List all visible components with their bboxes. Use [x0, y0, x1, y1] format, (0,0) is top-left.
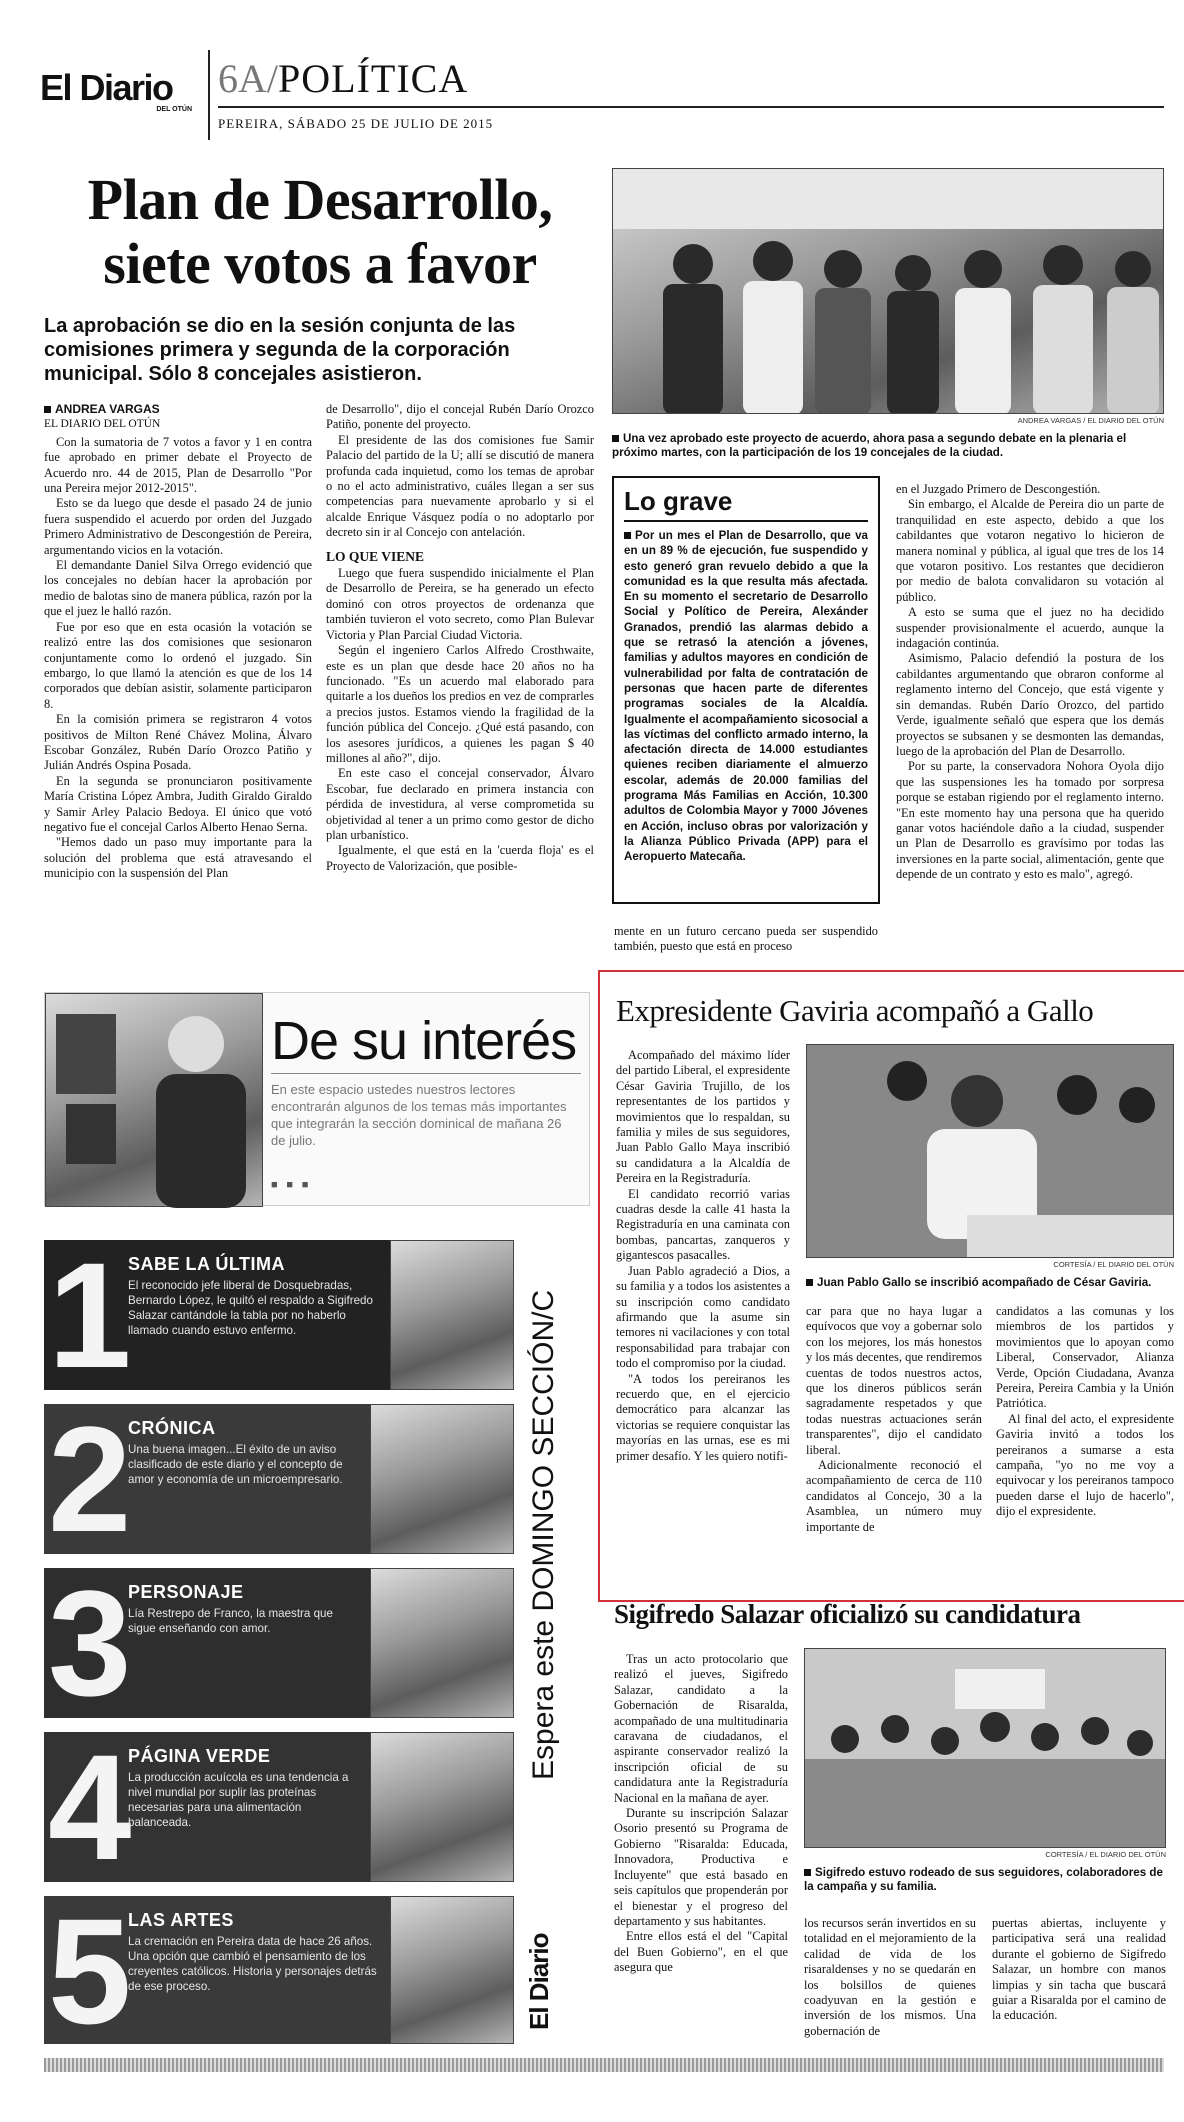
crowd-photo-icon: [805, 1649, 1166, 1848]
page-number: 6A/: [218, 56, 278, 101]
salazar-paragraph: puertas abiertas, incluyente y participativa será una realidad durante el gobierno de Sigifredo Salazar, un hombre con manos limpias y sin tacha que buscará guiar a Risaralda por el camino de la educación.: [992, 1916, 1166, 2023]
gaviria-column-2: [806, 1304, 982, 1535]
lead-column-3-continuation: [614, 924, 878, 955]
promo-dots: ■ ■ ■: [271, 1179, 312, 1191]
lead-paragraph: Con la sumatoria de 7 votos a favor y 1 en contra fue aprobado en primer debate el Proyecto de Acuerdo nro. 44 de 2015, Plan de Desarrollo "Por una Pereira mejor 2012-2015".: [44, 434, 312, 496]
promo-vertical-text-a: Espera este: [527, 1611, 560, 1780]
byline-author: ANDREA VARGAS: [55, 402, 160, 416]
salazar-photo-credit: CORTESÍA / EL DIARIO DEL OTÚN: [1045, 1850, 1166, 1859]
lead-paragraph: mente en un futuro cercano pueda ser suspendido también, puesto que está en proceso: [614, 924, 878, 954]
promo-item-heading: SABE LA ÚLTIMA: [128, 1254, 285, 1274]
lead-paragraph: En la comisión primera se registraron 4 votos positivos de Milton René Chávez Molina, Álvaro Escobar González, Rubén Darío Orozco Patiño y Julián Andrés Ospina Posada.: [44, 712, 312, 773]
salazar-headline: Sigifredo Salazar oficializó su candidatura: [614, 1599, 1081, 1629]
salazar-column-1: [614, 1652, 788, 1976]
gaviria-photo-caption: [806, 1276, 1174, 1290]
lead-paragraph: Igualmente, el que está en la 'cuerda floja' es el Proyecto de Valorización, que posible-: [326, 843, 594, 873]
gaviria-headline: Expresidente Gaviria acompañó a Gallo: [616, 993, 1094, 1028]
masthead-rule: [218, 106, 1164, 108]
candidate-registration-photo-icon: [807, 1045, 1174, 1258]
promo-list: [44, 1231, 514, 2055]
salazar-photo-caption: [804, 1866, 1166, 1894]
promo-item-heading: LAS ARTES: [128, 1910, 234, 1930]
promo-vertical-text-b: DOMINGO SECCIÓN/C: [527, 1289, 560, 1612]
lead-column-4: [896, 482, 1164, 883]
salazar-photo: [804, 1648, 1166, 1848]
newspaper-logo: [40, 67, 200, 113]
gaviria-paragraph: candidatos a las comunas y los miembros de los partidos y movimientos que lo apoyan como Liberal, Conservador, Alianza Verde, Opción Ciudadana, Avanza Pereira, Pereira Cambia y la Unión Patriótica.: [996, 1304, 1174, 1411]
gaviria-paragraph: Acompañado del máximo líder del partido Liberal, el expresidente César Gaviria Trujillo, de los representantes de los partidos y movimientos que lo respaldan, su familia y miles de sus seguidores, Juan Pablo Gallo Maya inscribió su candidatura a la Alcaldía de Pereira en la Registraduría.: [616, 1048, 790, 1186]
masthead: [40, 50, 1164, 140]
lo-grave-title: Lo grave: [624, 486, 868, 522]
promo-item-4[interactable]: [44, 1723, 514, 1891]
lead-paragraph: Según el ingeniero Carlos Alfredo Crosthwaite, este es un plan que desde hace 20 años no ha funcionado. "Es un acuerdo mal elaborado para quitarle a los dueños los predios en vez de comprarles a precios justos. Estamos viendo la fragilidad de la función pública del Concejo. ¿Qué está pasando, con los asesores jurídicos, a quienes les pagan $ 40 millones al año?", dijo.: [326, 643, 594, 765]
lead-paragraph: El presidente de las dos comisiones fue Samir Palacio del partido de la U; allí se discutió de manera profunda cada inquietud, como los temas de aprobar o no el acto administrativo, cuáles llegan a ser sus competencias para nuevamente aprobarlo y si el alcalde Enrique Vásquez podía o no adoptarlo por decreto sin ir al Concejo con antelación.: [326, 432, 594, 540]
salazar-column-3: [992, 1916, 1166, 2024]
dateline: PEREIRA, SÁBADO 25 DE JULIO DE 2015: [218, 116, 494, 131]
caption-square-icon: [804, 1869, 811, 1876]
lead-deck: La aprobación se dio en la sesión conjunta de las comisiones primera y segunda de la corporación municipal. Sólo 8 concejales asistieron.: [44, 315, 516, 385]
promo-item-number: 4: [48, 1723, 132, 1891]
promo-item-text: Lía Restrepo de Franco, la maestra que sigue enseñando con amor.: [128, 1607, 333, 1635]
lead-subhead: LO QUE VIENE: [326, 548, 425, 564]
lead-paragraph: Por su parte, la conservadora Nohora Oyola dijo que las suspensiones les ha tomado por sorpresa porque se estaban rigiendo por el reglamento interno. "En este momento hay una persona que ha querido ganar votos haciéndole daño a la ciudad, suspender un Plan de Desarrollo es gravísimo por todas las inversiones en la parte social, alimentación, gente que depende de un contrato y esto es malo", agregó.: [896, 759, 1164, 882]
promo-item-text: El reconocido jefe liberal de Dosquebradas, Bernardo López, le quitó el respaldo a Sigifredo Salazar cantándole la tabla por no haberlo llamado cuando estuvo enfermo.: [128, 1279, 373, 1337]
portrait-photo-icon: [46, 994, 264, 1208]
lead-paragraph: Asimismo, Palacio defendió la postura de los cabildantes argumentando que obraron conforme al reglamento interno del Concejo, que está vigente y sin demandas. Rubén Darío Orozco, del partido Verde, igualmente señaló que espera que los demás proyectos se subsanen y se desmonten las demandas, luego de la aprobación del Plan de Desarrollo.: [896, 651, 1164, 758]
promo-item-number: 5: [48, 1887, 132, 2055]
promo-item-2[interactable]: [44, 1395, 514, 1563]
lo-grave-body: Por un mes el Plan de Desarrollo, que va en un 89 % de ejecución, fue suspendido y esto generó gran revuelo debido a que la comunidad es la que resulta más afectada. En su momento el secretario de Desarrollo Social y Político de Pereira, Alexánder Granados, prendió las alarmas debido a que se retrasó la atención a jóvenes, familias y adultos mayores en condición de vulnerabilidad por falta de contratación de personas que hacen parte de diferentes programas sociales de la Alcaldía. Igualmente el acompañamiento sicosocial a las víctimas del conflicto armado interno, la afectación directa de 14.000 estudiantes quienes reciben diariamente el almuerzo escolar, además de 20.000 familias del programa Más Familias en Acción, 10.300 adultos de Colombia Mayor y 7000 Jóvenes en Acción, incluso obras por valorización y la Alianza Público Privada (APP) para el Aeropuerto Matecaña.: [624, 529, 868, 864]
byline-outlet: EL DIARIO DEL OTÚN: [44, 418, 161, 431]
promo-item-number: 2: [48, 1395, 132, 1563]
salazar-paragraph: los recursos serán invertidos en su totalidad en el mejoramiento de la calidad de vida de los risaraldenses y no se quedarán en los bolsillos de quienes coadyuvan en la gestión e inversión de los mismos. Una gobernación de: [804, 1916, 976, 2038]
lead-paragraph: En este caso el concejal conservador, Álvaro Escobar, fue declarado en primera instancia con pérdida de investidura, al verse comprometida su objetividad al tener a un primo como gestor de dicho plan urbanístico.: [326, 766, 594, 842]
salazar-paragraph: Entre ellos está el del "Capital del Buen Gobierno", en el que asegura que: [614, 1929, 788, 1975]
lo-grave-box: [612, 476, 880, 904]
gaviria-story: [598, 970, 1184, 1602]
lead-paragraph: Fue por eso que en esta ocasión la votación se realizó entre las dos comisiones que sesionaron conjuntamente como lo ordenó el juzgado. Sin embargo, lo que llamó la atención es que de los 14 corporados que debían asistir, solamente participaron 8.: [44, 619, 312, 711]
lead-paragraph: Esto se da luego que desde el pasado 24 de junio fuera suspendido el acuerdo por orden del Juzgado Primero Administrativo de Descongestión de Pereira, argumentando vicios en la votación.: [44, 496, 312, 557]
salazar-photo-caption-text: Sigifredo estuvo rodeado de sus seguidores, colaboradores de la campaña y su familia.: [804, 1866, 1163, 1893]
promo-header-text: En este espacio ustedes nuestros lectores encontrarán algunos de los temas más importantes que integrarán la sección dominical de mañana 26 de julio.: [271, 1082, 567, 1148]
lo-grave-square-icon: [624, 532, 631, 539]
promo-item-text: Una buena imagen...El éxito de un aviso clasificado de este diario y el concepto de amor y economía de un microempresario.: [128, 1443, 343, 1486]
lead-column-2: [326, 402, 594, 874]
gaviria-column-1: [616, 1048, 790, 1464]
promo-vertical-banner: [522, 1240, 592, 2044]
promo-item-3[interactable]: [44, 1559, 514, 1727]
logo-text: El Diario: [40, 67, 173, 108]
lead-paragraph: Luego que fuera suspendido inicialmente el Plan de Desarrollo de Pereira, se ha generado un efecto dominó con otros proyectos de ordenanza que también tuvieron el voto secreto, como Plan Bulevar Victoria y Plan Parcial Ciudad Victoria.: [326, 566, 594, 642]
gaviria-paragraph: Al final del acto, el expresidente Gaviria invitó a todos los pereiranos a sumarse a esta campaña, "yo no me voy a equivocar y los pereiranos tampoco pueden darse el lujo de hacerlo", dijo el expresidente.: [996, 1411, 1174, 1519]
gaviria-paragraph: car para que no haya lugar a equívocos que voy a gobernar solo con los mejores, los más honestos y los más decentes, que rendiremos cuentas de todos nuestros actos, que los dineros públicos serán sagradamente respetados y que todas nuestras actuaciones serán transparentes", dijo el candidato liberal.: [806, 1304, 982, 1457]
page-bottom-rule: [44, 2058, 1164, 2072]
lead-paragraph: El demandante Daniel Silva Orrego evidenció que los concejales no debían hacer la aprobación por medio de balotas sino de manera pública, razón por la que el juez le halló razón.: [44, 558, 312, 619]
promo-header-rule: [271, 1073, 581, 1074]
gaviria-photo-credit: CORTESÍA / EL DIARIO DEL OTÚN: [1053, 1260, 1174, 1269]
salazar-paragraph: Durante su inscripción Salazar Osorio presentó su Programa de Gobierno "Risaralda: Educada, Innovadora, Productiva e Incluyente" que está basado en seis capítulos que propenderán por el bienestar y el progreso del departamento y sus habitantes.: [614, 1806, 788, 1928]
gaviria-column-3: [996, 1304, 1174, 1520]
caption-square-icon: [806, 1279, 813, 1286]
lead-photo: [612, 168, 1164, 414]
lead-column-1: [44, 402, 312, 882]
byline: [44, 402, 312, 417]
lead-headline: [40, 168, 600, 296]
promo-item-photo: [390, 1240, 514, 1390]
promo-item-text: La cremación en Pereira data de hace 26 años. Una opción que cambió el pensamiento de los creyentes católicos. Historia y personajes detrás de ese proceso.: [128, 1935, 377, 1993]
lead-photo-credit: ANDREA VARGAS / EL DIARIO DEL OTÚN: [1017, 416, 1164, 425]
byline-square-icon: [44, 406, 51, 413]
lead-paragraph: A esto se suma que el juez no ha decidido suspender provisionalmente el acuerdo, aunque la indagación continúa.: [896, 605, 1164, 651]
lead-photo-caption: [612, 432, 1164, 460]
caption-square-icon: [612, 435, 619, 442]
promo-header: [44, 992, 590, 1206]
promo-item-photo: [370, 1568, 514, 1718]
lead-photo-caption-text: Una vez aprobado este proyecto de acuerdo, ahora pasa a segundo debate en la plenaria el próximo martes, con la participación de los 19 concejales de la ciudad.: [612, 432, 1127, 459]
council-group-photo-icon: [613, 169, 1164, 414]
promo-header-photo: [45, 993, 263, 1207]
gaviria-photo: [806, 1044, 1174, 1258]
promo-item-text: La producción acuícola es una tendencia a nivel mundial por suplir las proteínas necesarias para una alimentación balanceada.: [128, 1771, 349, 1829]
lead-paragraph: En la segunda se pronunciaron positivamente María Cristina López Ambra, Judith Giraldo Giraldo y Samir Arley Palacio Bedoya. El único que votó negativo fue el concejal Carlos Alberto Henao Serna.: [44, 773, 312, 834]
promo-header-title: De su interés: [271, 1011, 577, 1071]
section-name: POLÍTICA: [278, 56, 469, 101]
promo-item-photo: [390, 1896, 514, 2044]
gaviria-paragraph: El candidato recorrió varias cuadras desde la calle 41 hasta la Registraduría en una caminata con bombas, pancartas, zanqueros y gigantescos pasacalles.: [616, 1186, 790, 1263]
promo-item-1[interactable]: [44, 1231, 514, 1399]
salazar-column-2: [804, 1916, 976, 2039]
lo-grave-text: [624, 528, 868, 865]
promo-item-number: 1: [48, 1231, 132, 1399]
masthead-divider: [208, 50, 210, 140]
lead-paragraph: Sin embargo, el Alcalde de Pereira dio un parte de tranquilidad en este aspecto, debido a que los cabildantes que votaron negativo lo hicieron de manera nominal y pública, al igual que tres de los 14 que votaron positivo. Los restantes que decidieron por medio de balota convalidaron su votación al público.: [896, 497, 1164, 604]
lead-paragraph: de Desarrollo", dijo el concejal Rubén Darío Orozco Patiño, ponente del proyecto.: [326, 402, 594, 432]
salazar-paragraph: Tras un acto protocolario que realizó el jueves, Sigifredo Salazar, candidato a la Gobernación de Risaralda, acompañado de una multitudinaria caravana de ciudadanos, el aspirante conservador realizó la inscripción oficial de su candidatura ante la Registraduría Nacional en la mañana de ayer.: [614, 1652, 788, 1805]
promo-item-heading: CRÓNICA: [128, 1418, 216, 1438]
lead-headline-line-1: Plan de Desarrollo,: [87, 167, 553, 232]
gaviria-photo-caption-text: Juan Pablo Gallo se inscribió acompañado de César Gaviria.: [817, 1276, 1152, 1289]
promo-vertical-logo-text: El Diario: [524, 1933, 554, 2030]
lead-paragraph: "Hemos dado un paso muy importante para la solución del problema que está atravesando el municipio con la suspensión del Plan: [44, 835, 312, 881]
promo-item-heading: PÁGINA VERDE: [128, 1746, 271, 1766]
lead-paragraph: en el Juzgado Primero de Descongestión.: [896, 482, 1101, 496]
lead-headline-line-2: siete votos a favor: [103, 231, 537, 296]
promo-vertical-logo: [524, 1830, 555, 2030]
logo-subtext: DEL OTÚN: [156, 106, 192, 113]
gaviria-paragraph: "A todos los pereiranos les recuerdo que, en el ejercicio democrático para alcanzar las victorias se requiere conquistar las mayorías en las urnas, ese es mi primer desafío. Y les quiero notifi-: [616, 1371, 790, 1463]
section-heading: [218, 56, 468, 102]
gaviria-paragraph: Adicionalmente reconoció el acompañamiento de cerca de 110 candidatos al Concejo, 30 a la Asamblea, un número muy importante de: [806, 1458, 982, 1534]
promo-item-number: 3: [48, 1559, 132, 1727]
promo-item-heading: PERSONAJE: [128, 1582, 244, 1602]
promo-item-photo: [370, 1404, 514, 1554]
promo-item-photo: [370, 1732, 514, 1882]
gaviria-paragraph: Juan Pablo agradeció a Dios, a su familia y a todos los asistentes a su inscripción como candidato afirmando que la asume sin temores ni vacilaciones y con total responsabilidad para trabajar con todo el compromiso por la ciudad.: [616, 1263, 790, 1371]
promo-item-5[interactable]: [44, 1887, 514, 2055]
